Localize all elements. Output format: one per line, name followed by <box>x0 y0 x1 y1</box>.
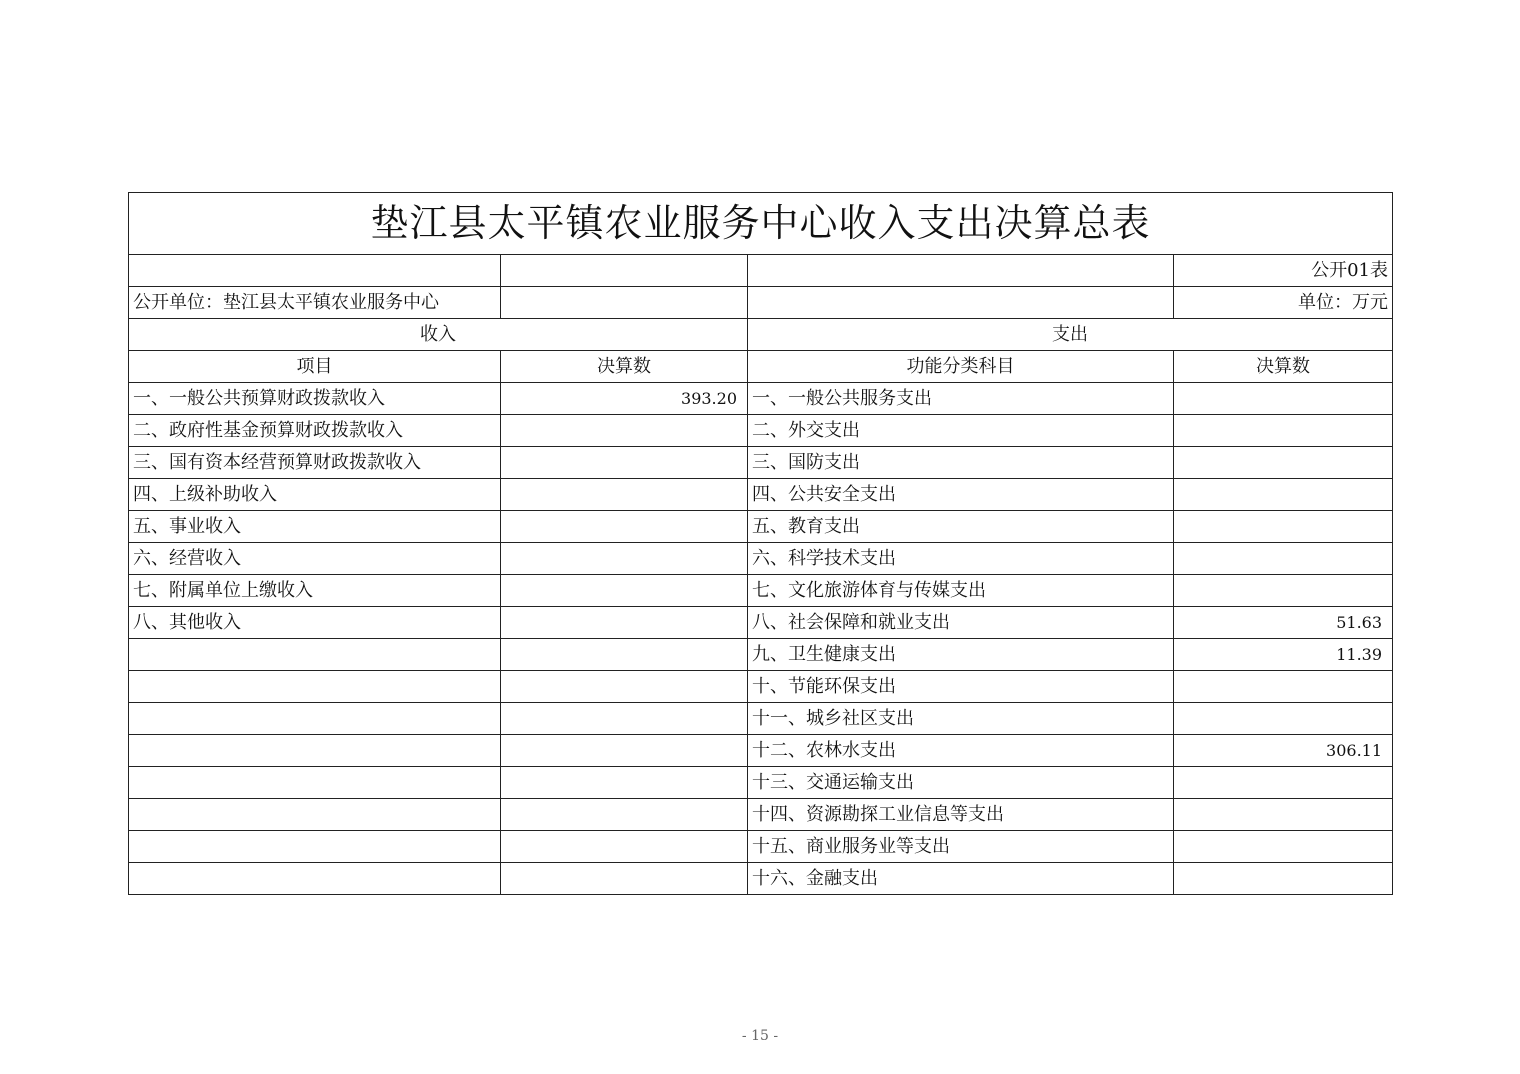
income-item-cell <box>129 735 501 767</box>
expense-amount-cell: 51.63 <box>1174 607 1393 639</box>
table-row <box>129 415 1393 447</box>
income-amount-cell <box>501 415 748 447</box>
expense-item-cell: 三、国防支出 <box>748 447 1174 479</box>
income-item-cell <box>129 703 501 735</box>
income-amount-cell <box>501 511 748 543</box>
table-row <box>129 607 1393 639</box>
empty-cell <box>748 255 1174 287</box>
income-item-cell: 七、附属单位上缴收入 <box>129 575 501 607</box>
income-amount-cell <box>501 703 748 735</box>
expense-amount-cell <box>1174 799 1393 831</box>
column-header-row <box>129 351 1393 383</box>
table-row <box>129 575 1393 607</box>
expense-item-cell: 十六、金融支出 <box>748 863 1174 895</box>
expense-amount-cell <box>1174 543 1393 575</box>
income-amount-cell <box>501 831 748 863</box>
expense-item-cell: 十四、资源勘探工业信息等支出 <box>748 799 1174 831</box>
expense-amount-cell <box>1174 415 1393 447</box>
page-title: 垫江县太平镇农业服务中心收入支出决算总表 <box>129 193 1393 255</box>
income-amount-cell <box>501 447 748 479</box>
table-row <box>129 639 1393 671</box>
form-code-row <box>129 255 1393 287</box>
income-item-cell: 八、其他收入 <box>129 607 501 639</box>
income-amount-cell <box>501 735 748 767</box>
income-item-cell: 五、事业收入 <box>129 511 501 543</box>
expense-item-cell: 九、卫生健康支出 <box>748 639 1174 671</box>
expense-item-cell: 十五、商业服务业等支出 <box>748 831 1174 863</box>
table-row <box>129 799 1393 831</box>
expense-item-cell: 六、科学技术支出 <box>748 543 1174 575</box>
expense-amount-cell <box>1174 767 1393 799</box>
table-row <box>129 447 1393 479</box>
expense-item-cell: 一、一般公共服务支出 <box>748 383 1174 415</box>
empty-cell <box>501 287 748 319</box>
income-item-cell <box>129 831 501 863</box>
form-code: 公开01表 <box>1174 255 1393 287</box>
table-row <box>129 767 1393 799</box>
table-row <box>129 383 1393 415</box>
income-item-cell <box>129 799 501 831</box>
expense-item-cell: 八、社会保障和就业支出 <box>748 607 1174 639</box>
budget-summary-table <box>128 192 1393 895</box>
expense-amount-cell: 11.39 <box>1174 639 1393 671</box>
table-row <box>129 671 1393 703</box>
expense-amount-cell <box>1174 575 1393 607</box>
income-amount-cell <box>501 767 748 799</box>
expense-item-cell: 十一、城乡社区支出 <box>748 703 1174 735</box>
expense-amount-cell <box>1174 479 1393 511</box>
expense-amount-cell <box>1174 863 1393 895</box>
table-row <box>129 479 1393 511</box>
income-item-cell: 二、政府性基金预算财政拨款收入 <box>129 415 501 447</box>
expense-item-cell: 十二、农林水支出 <box>748 735 1174 767</box>
expense-item-header: 功能分类科目 <box>748 351 1174 383</box>
income-item-cell <box>129 767 501 799</box>
empty-cell <box>501 255 748 287</box>
income-amount-cell <box>501 479 748 511</box>
page-number: - 15 - <box>741 1028 779 1044</box>
currency-label: 单位：万元 <box>1174 287 1393 319</box>
income-item-header: 项目 <box>129 351 501 383</box>
income-item-cell: 一、一般公共预算财政拨款收入 <box>129 383 501 415</box>
income-amount-cell <box>501 575 748 607</box>
income-item-cell: 三、国有资本经营预算财政拨款收入 <box>129 447 501 479</box>
expense-amount-cell <box>1174 703 1393 735</box>
title-row <box>129 193 1393 255</box>
empty-cell <box>748 287 1174 319</box>
table-row <box>129 831 1393 863</box>
table-row <box>129 863 1393 895</box>
unit-row <box>129 287 1393 319</box>
income-amount-cell <box>501 607 748 639</box>
income-amount-cell <box>501 863 748 895</box>
expense-amount-header: 决算数 <box>1174 351 1393 383</box>
income-amount-cell <box>501 671 748 703</box>
expense-amount-cell <box>1174 671 1393 703</box>
income-amount-cell <box>501 543 748 575</box>
income-amount-cell <box>501 799 748 831</box>
income-item-cell: 四、上级补助收入 <box>129 479 501 511</box>
income-amount-cell: 393.20 <box>501 383 748 415</box>
table-row <box>129 703 1393 735</box>
income-item-cell <box>129 639 501 671</box>
expense-item-cell: 七、文化旅游体育与传媒支出 <box>748 575 1174 607</box>
expense-item-cell: 十三、交通运输支出 <box>748 767 1174 799</box>
expense-amount-cell <box>1174 511 1393 543</box>
expense-section-header: 支出 <box>748 319 1393 351</box>
expense-amount-cell <box>1174 447 1393 479</box>
unit-label: 公开单位：垫江县太平镇农业服务中心 <box>129 287 501 319</box>
expense-item-cell: 五、教育支出 <box>748 511 1174 543</box>
expense-item-cell: 十、节能环保支出 <box>748 671 1174 703</box>
expense-item-cell: 四、公共安全支出 <box>748 479 1174 511</box>
expense-amount-cell: 306.11 <box>1174 735 1393 767</box>
income-item-cell <box>129 671 501 703</box>
table-row <box>129 735 1393 767</box>
table-row <box>129 543 1393 575</box>
income-item-cell <box>129 863 501 895</box>
income-amount-cell <box>501 639 748 671</box>
table-row <box>129 511 1393 543</box>
expense-amount-cell <box>1174 383 1393 415</box>
expense-amount-cell <box>1174 831 1393 863</box>
income-amount-header: 决算数 <box>501 351 748 383</box>
section-row <box>129 319 1393 351</box>
empty-cell <box>129 255 501 287</box>
expense-item-cell: 二、外交支出 <box>748 415 1174 447</box>
income-item-cell: 六、经营收入 <box>129 543 501 575</box>
income-section-header: 收入 <box>129 319 748 351</box>
